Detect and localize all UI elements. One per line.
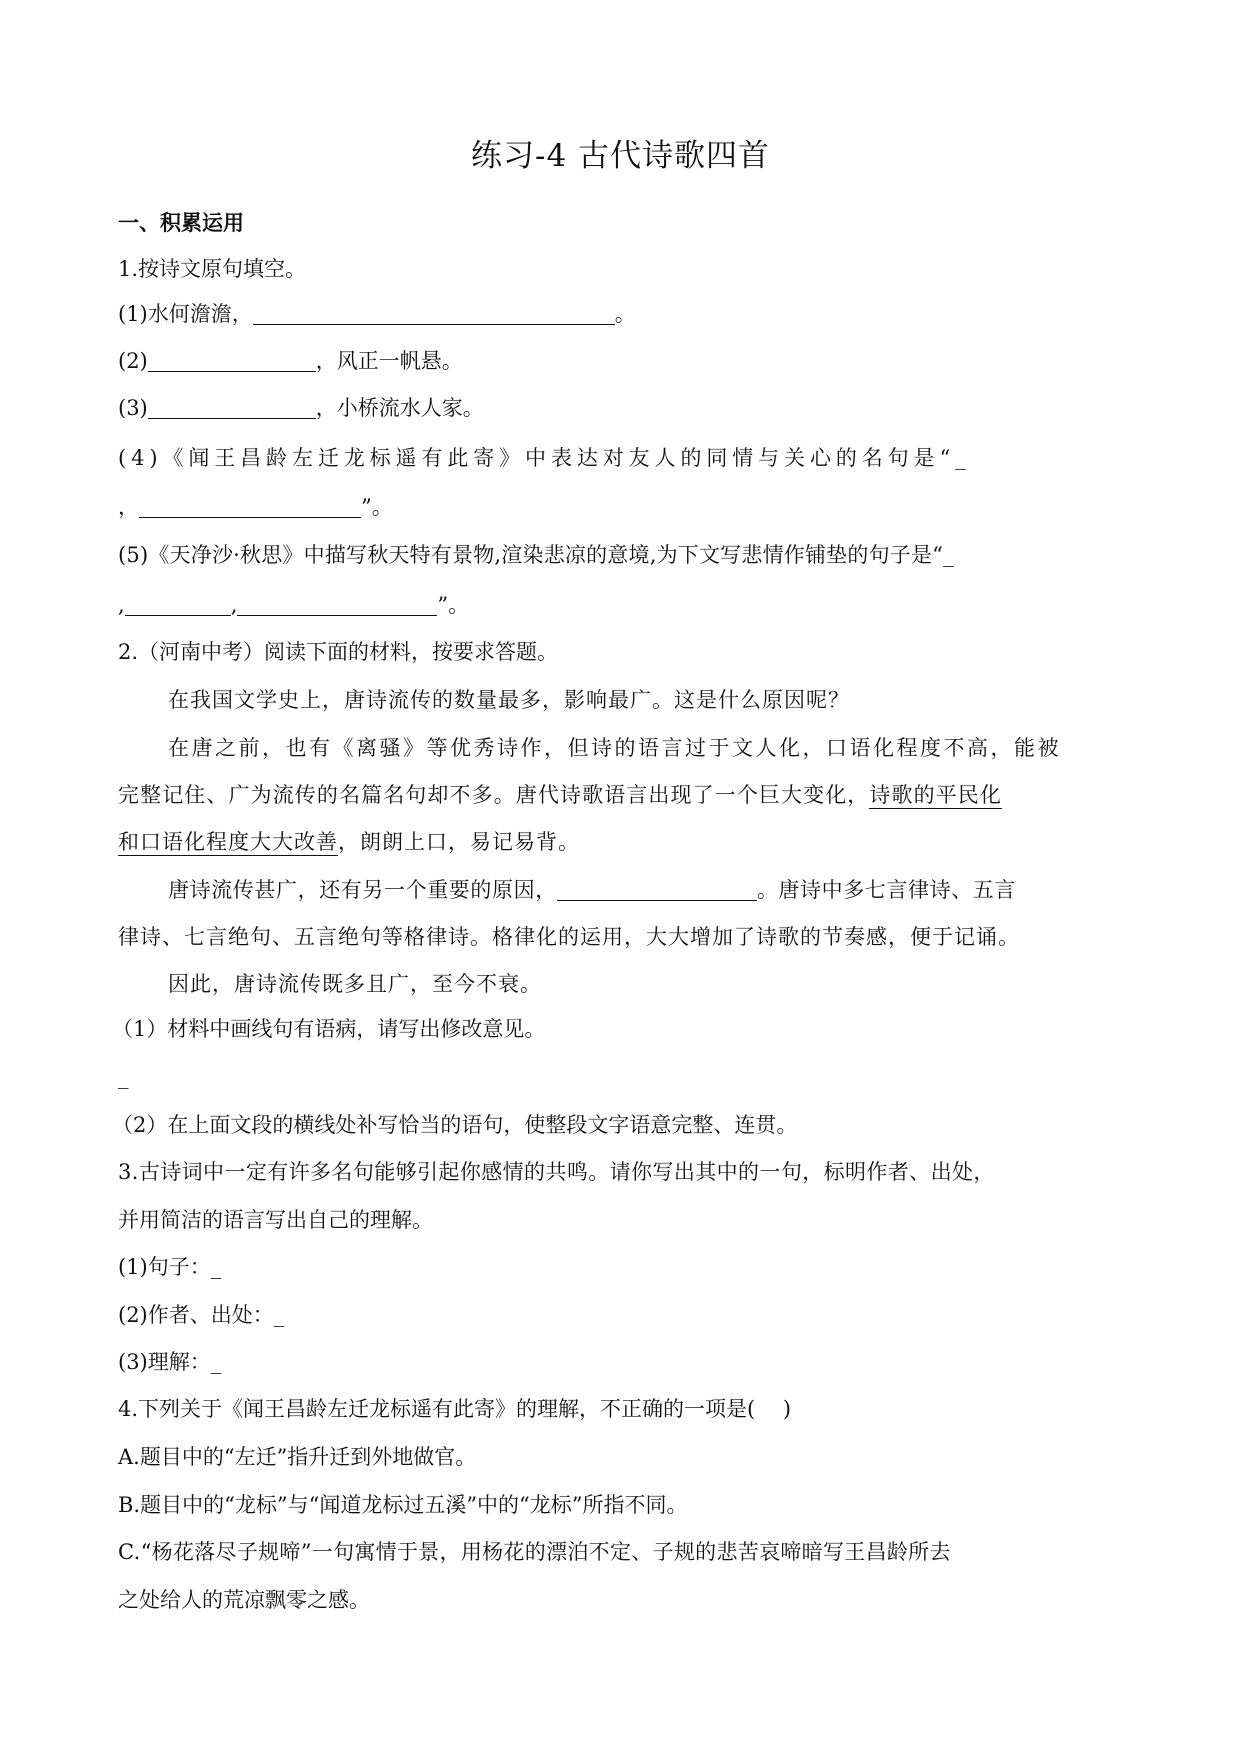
q1-blank-5b[interactable] <box>237 591 437 616</box>
q2-sub-1-answer[interactable]: _ <box>118 1065 129 1089</box>
q2-para-1: 在我国文学史上，唐诗流传的数量最多，影响最广。这是什么原因呢？ <box>168 688 850 712</box>
q1-blank-2[interactable] <box>148 347 316 372</box>
q2-stem: 2.（河南中考）阅读下面的材料，按要求答题。 <box>118 640 559 664</box>
q2-sub-2: （2）在上面文段的横线处补写恰当的语句，使整段文字语意完整、连贯。 <box>112 1113 798 1137</box>
q2-para-2-line-3: 和口语化程度大大改善，朗朗上口，易记易背。 <box>118 830 580 854</box>
q2-para-2-line-1: 在唐之前，也有《离骚》等优秀诗作，但诗的语言过于文人化，口语化程度不高，能被 <box>168 736 1061 760</box>
q1-item-5-answer: , , ”。 <box>118 593 470 617</box>
q2-para-2-line-2: 完整记住、广为流传的名篇名句却不多。唐代诗歌语言出现了一个巨大变化，诗歌的平民化 <box>118 783 1003 807</box>
q1-blank-5a[interactable] <box>125 591 231 616</box>
q4-stem: 4.下列关于《闻王昌龄左迁龙标遥有此寄》的理解，不正确的一项是( ) <box>118 1397 792 1421</box>
q2-fill-blank[interactable] <box>557 876 757 901</box>
q1-item-3: (3) ，小桥流水人家。 <box>118 396 484 420</box>
q3-stem-line-2: 并用简洁的语言写出自己的理解。 <box>118 1208 433 1232</box>
q1-item-1: (1)水何澹澹， 。 <box>118 302 636 326</box>
q1-blank-3[interactable] <box>148 394 316 419</box>
q2-para-3-line-1: 唐诗流传甚广，还有另一个重要的原因， 。唐诗中多七言律诗、五言 <box>168 878 1017 902</box>
q3-answer-understanding[interactable]: (3)理解：_ <box>118 1350 222 1374</box>
q1-blank-4[interactable] <box>139 493 361 518</box>
q2-para-4: 因此，唐诗流传既多且广，至今不衰。 <box>168 972 542 996</box>
q1-item-4-answer: ， ”。 <box>118 495 393 519</box>
q4-option-c-line-1[interactable]: C.“杨花落尽子规啼”一句寓情于景，用杨花的漂泊不定、子规的悲苦哀啼暗写王昌龄所去 <box>118 1540 951 1564</box>
q4-option-c-line-2: 之处给人的荒凉飘零之感。 <box>118 1588 370 1612</box>
q4-option-b[interactable]: B.题目中的“龙标”与“闻道龙标过五溪”中的“龙标”所指不同。 <box>118 1493 688 1517</box>
q3-answer-sentence[interactable]: (1)句子：_ <box>118 1255 222 1279</box>
q4-option-a[interactable]: A.题目中的“左迁”指升迁到外地做官。 <box>118 1445 477 1469</box>
q1-item-5: (5)《天净沙·秋思》中描写秋天特有景物,渲染悲凉的意境,为下文写悲情作铺垫的句子是“_ <box>118 543 954 567</box>
q1-item-2: (2) ，风正一帆悬。 <box>118 349 463 373</box>
page-title: 练习-4 古代诗歌四首 <box>470 138 771 174</box>
section-heading: 一、积累运用 <box>118 211 244 235</box>
underlined-sentence-part-1: 诗歌的平民化 <box>869 783 1003 807</box>
q1-item-4: (4)《闻王昌龄左迁龙标遥有此寄》中表达对友人的同情与关心的名句是“_ <box>118 446 971 470</box>
q2-para-3-line-2: 律诗、七言绝句、五言绝句等格律诗。格律化的运用，大大增加了诗歌的节奏感，便于记诵。 <box>118 925 1020 949</box>
q2-sub-1: （1）材料中画线句有语病，请写出修改意见。 <box>112 1017 546 1041</box>
q3-answer-author[interactable]: (2)作者、出处：_ <box>118 1303 285 1327</box>
q3-stem-line-1: 3.古诗词中一定有许多名句能够引起你感情的共鸣。请你写出其中的一句，标明作者、出处， <box>118 1160 995 1184</box>
q1-blank-1[interactable] <box>253 300 615 325</box>
underlined-sentence-part-2: 和口语化程度大大改善 <box>118 830 338 854</box>
q1-stem: 1.按诗文原句填空。 <box>118 257 307 281</box>
